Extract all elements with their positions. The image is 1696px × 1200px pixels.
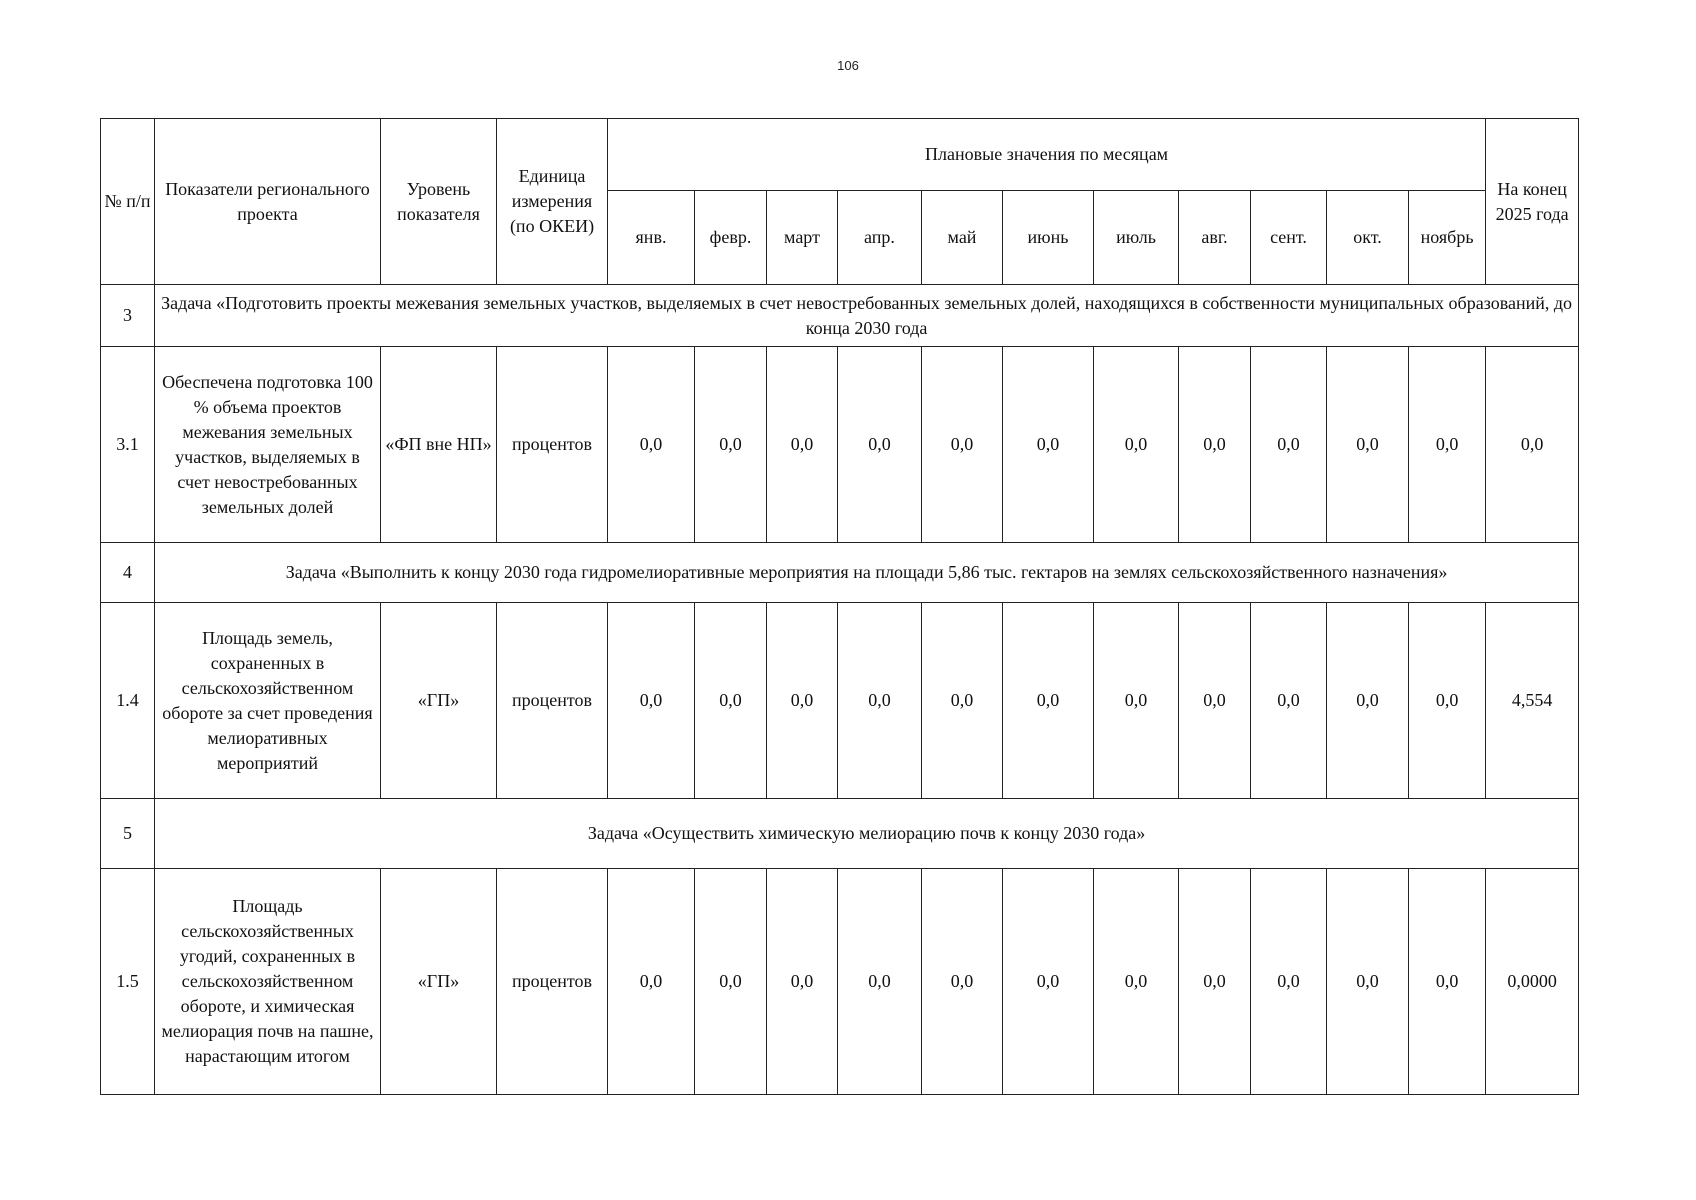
header-year-end: На конец 2025 года xyxy=(1486,119,1579,285)
header-indicator: Показатели регионального проекта xyxy=(155,119,381,285)
year-end-value: 0,0000 xyxy=(1486,869,1579,1095)
month-value: 0,0 xyxy=(922,603,1003,799)
header-month: окт. xyxy=(1327,191,1409,285)
year-end-value: 0,0 xyxy=(1486,347,1579,543)
header-month: янв. xyxy=(608,191,695,285)
month-value: 0,0 xyxy=(838,347,922,543)
page-number: 106 xyxy=(837,58,859,73)
indicator-level: «ГП» xyxy=(381,603,497,799)
year-end-value: 4,554 xyxy=(1486,603,1579,799)
month-value: 0,0 xyxy=(1251,869,1327,1095)
header-month: февр. xyxy=(695,191,767,285)
month-value: 0,0 xyxy=(1179,603,1251,799)
task-row xyxy=(101,543,1579,603)
month-value: 0,0 xyxy=(608,603,695,799)
task-row xyxy=(101,799,1579,869)
task-row xyxy=(101,285,1579,347)
indicator-name: Обеспечена подготовка 100 % объема проектов межевания земельных участков, выделяемых в счет невостребованных земельных долей xyxy=(155,347,381,543)
header-unit: Единица измерения (по ОКЕИ) xyxy=(497,119,608,285)
header-month: июнь xyxy=(1003,191,1094,285)
month-value: 0,0 xyxy=(1003,603,1094,799)
month-value: 0,0 xyxy=(1094,603,1179,799)
indicator-row xyxy=(101,603,1579,799)
task-title: Задача «Осуществить химическую мелиорацию почв к концу 2030 года» xyxy=(155,799,1579,869)
indicator-name: Площадь сельскохозяйственных угодий, сохраненных в сельскохозяйственном обороте, и химическая мелиорация почв на пашне, нарастающим итогом xyxy=(155,869,381,1095)
row-number: 5 xyxy=(101,799,155,869)
task-title: Задача «Выполнить к концу 2030 года гидромелиоративные мероприятия на площади 5,86 тыс. гектаров на землях сельскохозяйственного назначения» xyxy=(155,543,1579,603)
month-value: 0,0 xyxy=(1327,603,1409,799)
indicators-table xyxy=(100,118,1579,1095)
month-value: 0,0 xyxy=(838,869,922,1095)
month-value: 0,0 xyxy=(922,869,1003,1095)
month-value: 0,0 xyxy=(1003,347,1094,543)
indicator-level: «ФП вне НП» xyxy=(381,347,497,543)
header-month: апр. xyxy=(838,191,922,285)
row-number: 3.1 xyxy=(101,347,155,543)
header-level: Уровень показателя xyxy=(381,119,497,285)
indicator-name: Площадь земель, сохраненных в сельскохозяйственном обороте за счет проведения мелиоративных мероприятий xyxy=(155,603,381,799)
header-month: май xyxy=(922,191,1003,285)
indicator-row xyxy=(101,347,1579,543)
header-month: авг. xyxy=(1179,191,1251,285)
month-value: 0,0 xyxy=(767,347,838,543)
month-value: 0,0 xyxy=(922,347,1003,543)
month-value: 0,0 xyxy=(695,347,767,543)
row-number: 3 xyxy=(101,285,155,347)
month-value: 0,0 xyxy=(767,869,838,1095)
month-value: 0,0 xyxy=(1179,347,1251,543)
month-value: 0,0 xyxy=(608,347,695,543)
month-value: 0,0 xyxy=(1327,347,1409,543)
row-number: 4 xyxy=(101,543,155,603)
month-value: 0,0 xyxy=(1251,603,1327,799)
month-value: 0,0 xyxy=(1094,869,1179,1095)
indicator-unit: процентов xyxy=(497,869,608,1095)
month-value: 0,0 xyxy=(695,603,767,799)
header-planned-monthly: Плановые значения по месяцам xyxy=(608,119,1486,191)
header-month: ноябрь xyxy=(1409,191,1486,285)
header-month: сент. xyxy=(1251,191,1327,285)
task-title: Задача «Подготовить проекты межевания земельных участков, выделяемых в счет невостребованных земельных долей, находящихся в собственности муниципальных образований, до конца 2030 года xyxy=(155,285,1579,347)
month-value: 0,0 xyxy=(608,869,695,1095)
header-month: июль xyxy=(1094,191,1179,285)
indicator-level: «ГП» xyxy=(381,869,497,1095)
row-number: 1.4 xyxy=(101,603,155,799)
header-num: № п/п xyxy=(101,119,155,285)
month-value: 0,0 xyxy=(1094,347,1179,543)
month-value: 0,0 xyxy=(695,869,767,1095)
month-value: 0,0 xyxy=(838,603,922,799)
month-value: 0,0 xyxy=(1409,347,1486,543)
month-value: 0,0 xyxy=(1179,869,1251,1095)
month-value: 0,0 xyxy=(1409,869,1486,1095)
month-value: 0,0 xyxy=(1327,869,1409,1095)
month-value: 0,0 xyxy=(1251,347,1327,543)
header-month: март xyxy=(767,191,838,285)
month-value: 0,0 xyxy=(767,603,838,799)
month-value: 0,0 xyxy=(1003,869,1094,1095)
indicator-unit: процентов xyxy=(497,347,608,543)
month-value: 0,0 xyxy=(1409,603,1486,799)
row-number: 1.5 xyxy=(101,869,155,1095)
indicator-unit: процентов xyxy=(497,603,608,799)
indicator-row xyxy=(101,869,1579,1095)
